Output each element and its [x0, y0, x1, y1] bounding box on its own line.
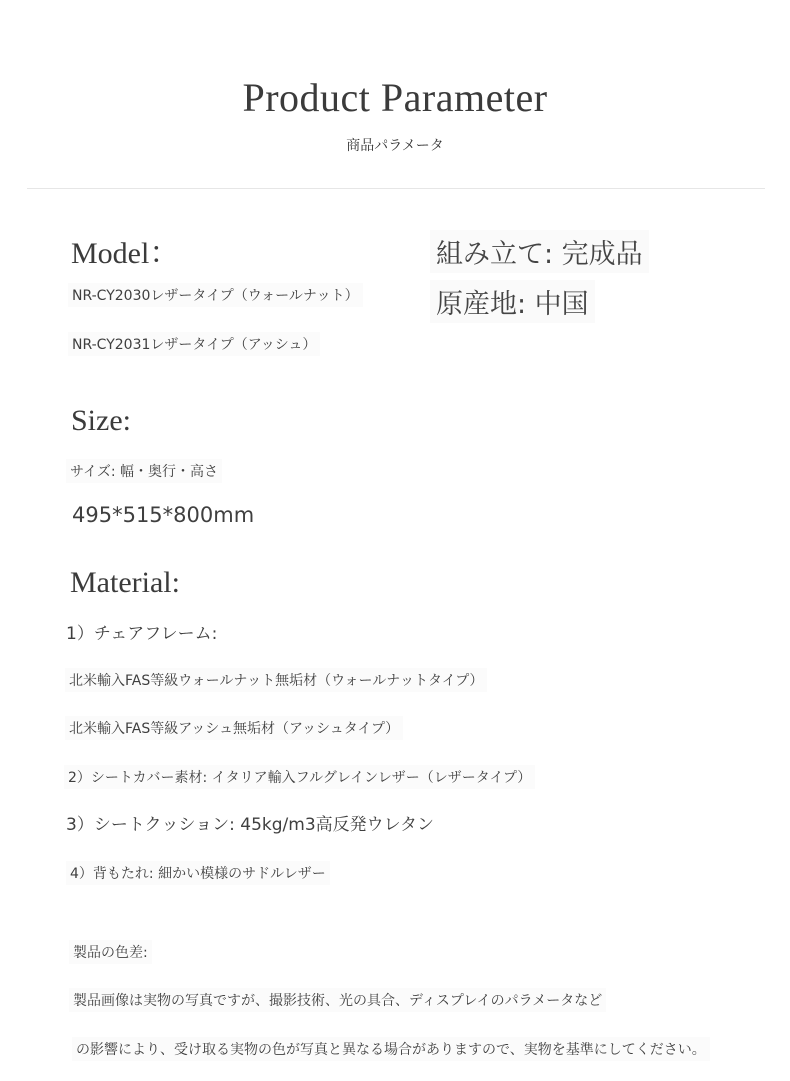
material-backrest: 4）背もたれ: 細かい模様のサドルレザー [66, 861, 330, 885]
material-cushion: 3）シートクッション: 45kg/m3高反発ウレタン [66, 815, 434, 835]
note-heading: 製品の色差: [69, 940, 152, 964]
origin-info: 原産地: 中国 [430, 280, 595, 323]
size-label: サイズ: 幅・奥行・高さ [66, 459, 222, 483]
page-title: Product Parameter [242, 75, 548, 120]
assembly-info: 組み立て: 完成品 [430, 230, 649, 273]
material-seat-cover: 2）シートカバー素材: イタリア輸入フルグレインレザー（レザータイプ） [64, 765, 535, 789]
note-line-1: 製品画像は実物の写真ですが、撮影技術、光の具合、ディスプレイのパラメータなど [69, 988, 606, 1012]
divider [27, 188, 765, 189]
model-item-ash: NR-CY2031レザータイプ（アッシュ） [68, 332, 320, 356]
size-heading: Size: [71, 404, 131, 437]
material-frame-walnut: 北米輸入FAS等級ウォールナット無垢材（ウォールナットタイプ） [65, 668, 487, 692]
note-line-2: の影響により、受け取る実物の色が写真と異なる場合がありますので、実物を基準にしてください。 [72, 1037, 710, 1061]
size-dimensions: 495*515*800mm [72, 503, 255, 527]
material-frame-ash: 北米輸入FAS等級アッシュ無垢材（アッシュタイプ） [65, 716, 403, 740]
model-heading: Model： [71, 237, 180, 270]
model-item-walnut: NR-CY2030レザータイプ（ウォールナット） [68, 283, 363, 307]
material-frame-label: 1）チェアフレーム: [66, 624, 218, 644]
material-heading: Material: [70, 566, 180, 599]
page-subtitle: 商品パラメータ [346, 138, 444, 154]
